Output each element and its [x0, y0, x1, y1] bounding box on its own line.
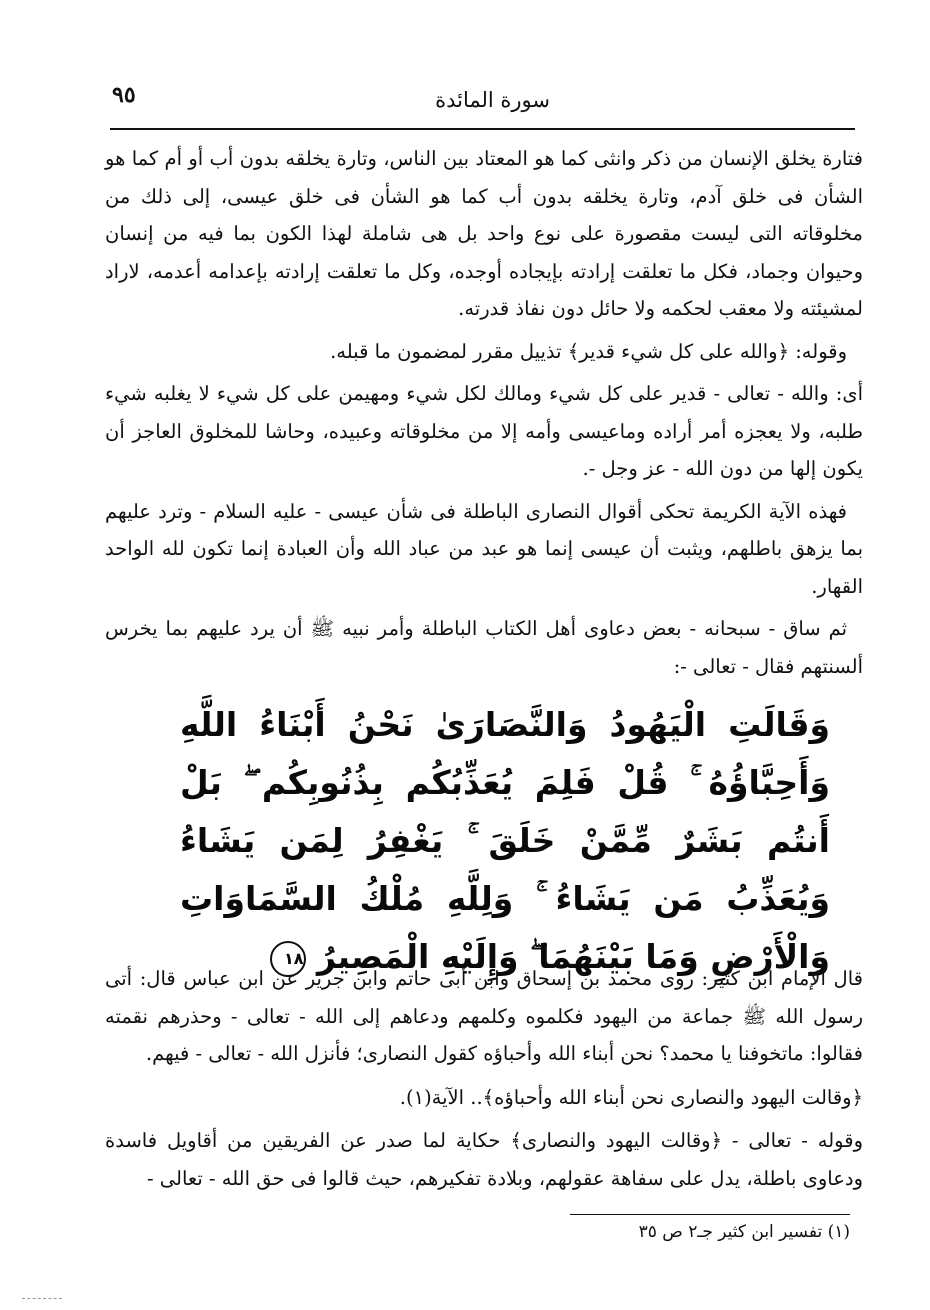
commentary-body [105, 140, 863, 690]
footnote: (١) تفسير ابن كثير جـ٢ ص ٣٥ [638, 1222, 850, 1242]
scan-edge-mark [22, 1298, 62, 1299]
paragraph: وقوله: ﴿والله على كل شيء قدير﴾ تذييل مقرر لمضمون ما قبله. [330, 339, 847, 363]
surah-title: سورة المائدة [435, 88, 550, 112]
paragraph: ثم ساق - سبحانه - بعض دعاوى أهل الكتاب الباطلة وأمر نبيه ﷺ أن يرد عليهم بما يخرس ألسنتهم فقال - تعالى -: [105, 617, 863, 678]
paragraph: وقوله - تعالى - ﴿وقالت اليهود والنصارى﴾ حكاية لما صدر عن الفريقين من أقاويل فاسدة ودعاوى باطلة، يدل على سفاهة عقولهم، وبلادة تفكيرهم، حيث قالوا فى حق الله - تعالى - [105, 1129, 863, 1190]
commentary-continued [105, 960, 863, 1203]
footnote-divider [570, 1214, 850, 1215]
paragraph: فتارة يخلق الإنسان من ذكر وانثى كما هو المعتاد بين الناس، وتارة يخلقه بدون أب أو أم كما هو الشأن فى خلق آدم، وتارة يخلقه بدون أب كما هو الشأن فى خلق عيسى، إلى ذلك من مخلوقاته التى ليست مقصورة على نوع واحد بل هى شاملة لهذا الكون بما فيه من إنسان وحيوان وجماد، فكل ما تعلقت إرادته بإيجاده أوجده، وكل ما تعلقت إرادته بإعدامه أعدمه، لاراد لمشيئته ولا معقب لحكمه ولا حائل دون نفاذ قدرته. [105, 147, 863, 320]
ayah-number-marker: ١٨ [270, 941, 306, 977]
verse-text: وَقَالَتِ الْيَهُودُ وَالنَّصَارَىٰ نَحْنُ أَبْنَاءُ اللَّهِ وَأَحِبَّاؤُهُ ۚ قُلْ فَلِمَ يُعَذِّبُكُم بِذُنُوبِكُم ۖ بَلْ أَنتُم بَشَرٌ مِّمَّنْ خَلَقَ ۚ يَغْفِرُ لِمَن يَشَاءُ وَيُعَذِّبُ مَن يَشَاءُ ۚ وَلِلَّهِ مُلْكُ السَّمَاوَاتِ وَالْأَرْضِ وَمَا بَيْنَهُمَا ۖ وَإِلَيْهِ الْمَصِيرُ [180, 705, 830, 976]
paragraph: ﴿وقالت اليهود والنصارى نحن أبناء الله وأحباؤه﴾.. الآية(١). [399, 1085, 863, 1109]
paragraph: أى: والله - تعالى - قدير على كل شيء ومالك لكل شيء ومهيمن على كل شيء لا يغلبه شيء طلبه، ولا يعجزه أمر أراده وماعيسى وأمه إلا من مخلوقاته وعبيده، وحاشا للمخلوق العاجز أن يكون إلها من دون الله - عز وجل -. [105, 382, 863, 480]
quran-verse [180, 696, 830, 986]
header-divider [110, 128, 855, 130]
paragraph: فهذه الآية الكريمة تحكى أقوال النصارى الباطلة فى شأن عيسى - عليه السلام - وترد عليهم بما يزهق باطلهم، ويثبت أن عيسى إنما هو عبد من عباد الله وأن العبادة إنما تكون لله الواحد القهار. [105, 499, 863, 598]
page-number: ٩٥ [112, 82, 136, 108]
paragraph: قال الإمام ابن كثير: روى محمد بن إسحاق وابن أبى حاتم وابن جرير عن ابن عباس قال: أتى رسول الله ﷺ جماعة من اليهود فكلموه وكلمهم ودعاهم إلى الله - تعالى - وحذرهم نقمته فقالوا: ماتخوفنا يا محمد؟ نحن أبناء الله وأحباؤه كقول النصارى؛ فأنزل الله - تعالى - فيهم. [105, 967, 863, 1065]
page-header [112, 82, 850, 124]
